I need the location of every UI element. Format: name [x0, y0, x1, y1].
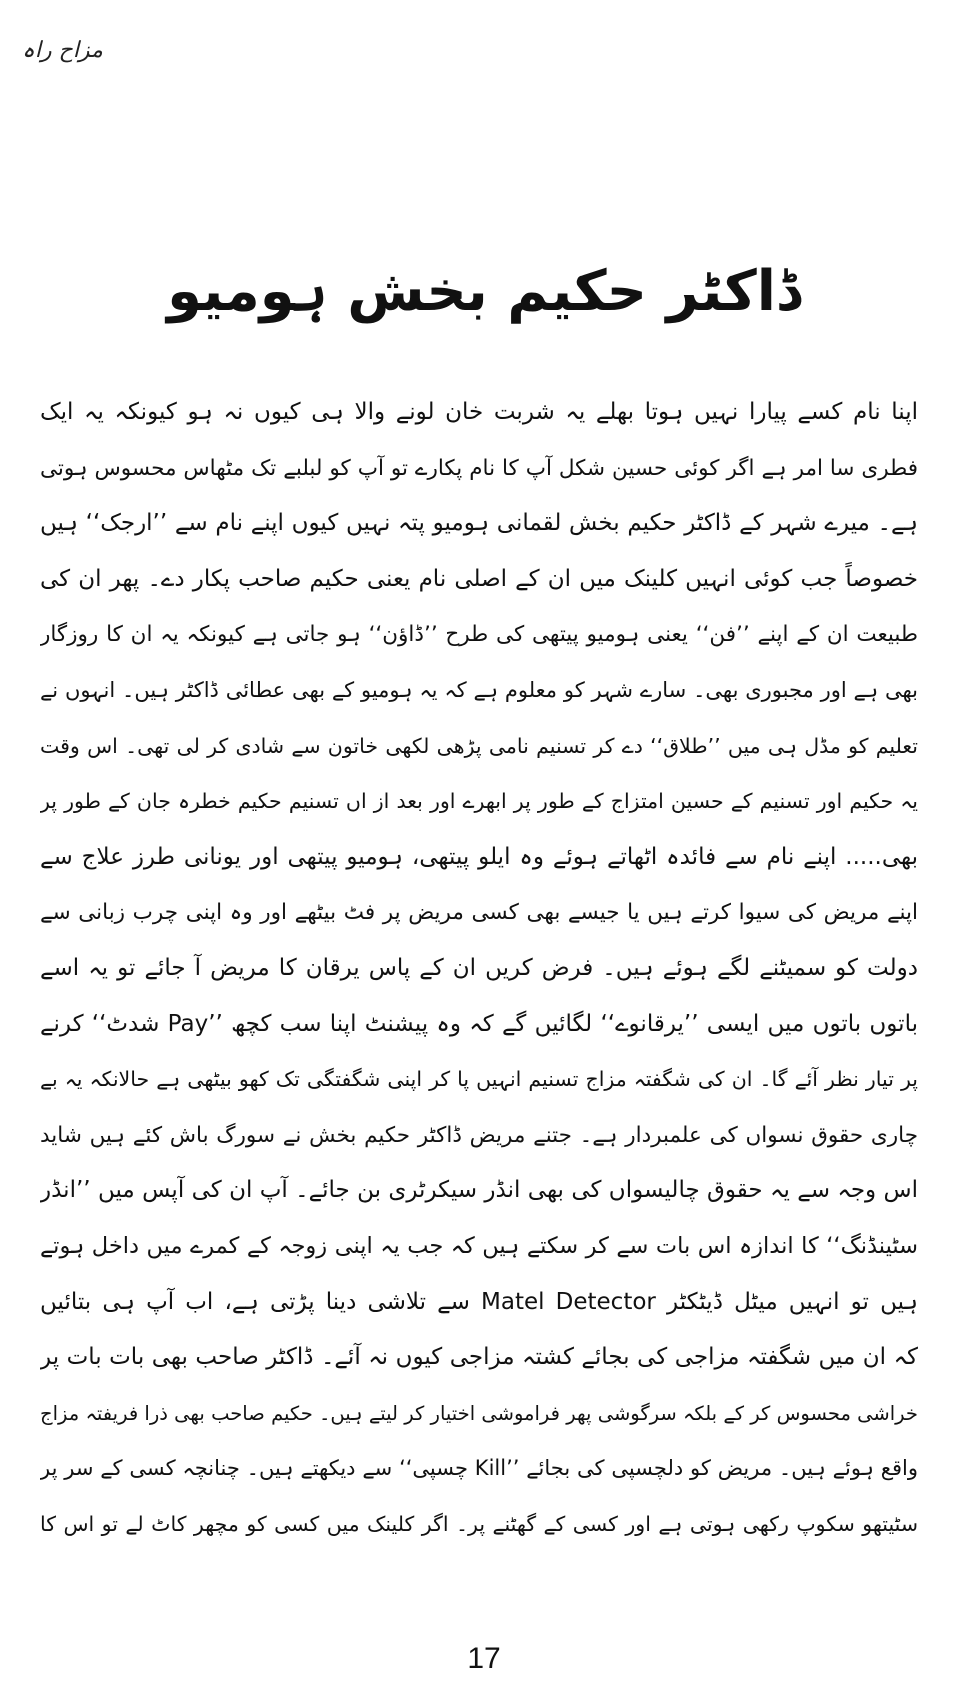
- body-line: اپنا نام کسے پیارا نہیں ہوتا بھلے یہ شربت خان لونے والا ہی کیوں نہ ہو کیونکہ یہ ایک: [40, 399, 918, 425]
- body-line: بھی ہے اور مجبوری بھی۔ سارے شہر کو معلوم ہے کہ یہ ہومیو کے بھی عطائی ڈاکٹر ہیں۔ انہوں نے: [40, 677, 918, 702]
- body-line: ہے۔ میرے شہر کے ڈاکٹر حکیم بخش لقمانی ہومیو پتہ نہیں کیوں اپنے نام سے ’’ارجک‘‘ ہیں: [40, 510, 918, 537]
- article-body: [40, 385, 918, 1552]
- body-line: پر تیار نظر آئے گا۔ ان کی شگفتہ مزاج تسنیم انہیں پا کر اپنی شگفتگی تک کھو بیٹھی ہے حالانکہ یہ بے: [40, 1067, 918, 1092]
- body-line: اس وجہ سے یہ حقوق چالیسواں کی بھی انڈر سیکرٹری بن جائے۔ آپ ان کی آپس میں ’’انڈر: [40, 1177, 918, 1204]
- article-title: ڈاکٹر حکیم بخش ہومیو: [167, 259, 801, 324]
- body-line: واقع ہوئے ہیں۔ مریض کو دلچسپی کی بجائے ’’Kill چسپی‘‘ سے دیکھتے ہیں۔ چنانچہ کسی کے سر پر: [40, 1456, 918, 1481]
- body-line: باتوں باتوں میں ایسی ’’یرقانوے‘‘ لگائیں گے کہ وہ پیشنٹ اپنا سب کچھ ’’Pay شدٹ‘‘ کرنے: [40, 1010, 918, 1037]
- body-line: کہ ان میں شگفتہ مزاجی کی بجائے کشتہ مزاجی کیوں نہ آئے۔ ڈاکٹر صاحب بھی بات بات پر: [40, 1344, 918, 1371]
- body-line: اپنے مریض کی سیوا کرتے ہیں یا جیسے بھی کسی مریض پر فٹ بیٹھے اور وہ اپنی چرب زبانی سے: [40, 900, 918, 926]
- body-line: تعلیم کو مڈل ہی میں ’’طلاق‘‘ دے کر تسنیم نامی پڑھی لکھی خاتون سے شادی کر لی تھی۔ اس وقت: [40, 733, 918, 758]
- body-line: یہ حکیم اور تسنیم کے حسین امتزاج کے طور پر ابھرے اور بعد از اں تسنیم حکیم خطرہ جان کے طور پر: [40, 789, 918, 814]
- body-line: چاری حقوق نسواں کی علمبردار ہے۔ جتنے مریض ڈاکٹر حکیم بخش نے سورگ باش کئے ہیں شاید: [40, 1122, 918, 1148]
- body-line: بھی..... اپنے نام سے فائدہ اٹھاتے ہوئے وہ ایلو پیتھی، ہومیو پیتھی اور یونانی طرز علاج سے: [40, 843, 918, 870]
- body-line: خراشی محسوس کر کے بلکہ سرگوشی پھر فراموشی اختیار کر لیتے ہیں۔ حکیم صاحب بھی ذرا فریفتہ مزاج: [40, 1401, 918, 1425]
- body-line: طبیعت ان کے اپنے ’’فن‘‘ یعنی ہومیو پیتھی کی طرح ’’ڈاؤن‘‘ ہو جاتی ہے کیونکہ یہ ان کا روزگار: [40, 622, 918, 648]
- running-header: مزاح راہ: [22, 38, 103, 63]
- body-line: سٹینڈنگ‘‘ کا اندازہ اس بات سے کر سکتے ہیں کہ جب یہ اپنی زوجہ کے کمرے میں داخل ہوتے: [40, 1232, 918, 1259]
- body-line: خصوصاً جب کوئی انہیں کلینک میں ان کے اصلی نام یعنی حکیم صاحب پکار دے۔ پھر ان کی: [40, 565, 918, 592]
- body-line: دولت کو سمیٹنے لگے ہوئے ہیں۔ فرض کریں ان کے پاس یرقان کا مریض آ جائے تو یہ اسے: [40, 954, 918, 981]
- body-line: سٹیتھو سکوپ رکھی ہوتی ہے اور کسی کے گھٹنے پر۔ اگر کلینک میں کسی کو مچھر کاٹ لے تو اس کا: [40, 1511, 918, 1536]
- page-number: 17: [467, 1642, 501, 1675]
- body-line: ہیں تو انہیں میٹل ڈیٹکٹر Matel Detector سے تلاشی دینا پڑتی ہے، اب آپ ہی بتائیں: [40, 1288, 918, 1315]
- body-line: فطری سا امر ہے اگر کوئی حسین شکل آپ کا نام پکارے تو آپ کو لبلبے تک مٹھاس محسوس ہوتی: [40, 455, 918, 481]
